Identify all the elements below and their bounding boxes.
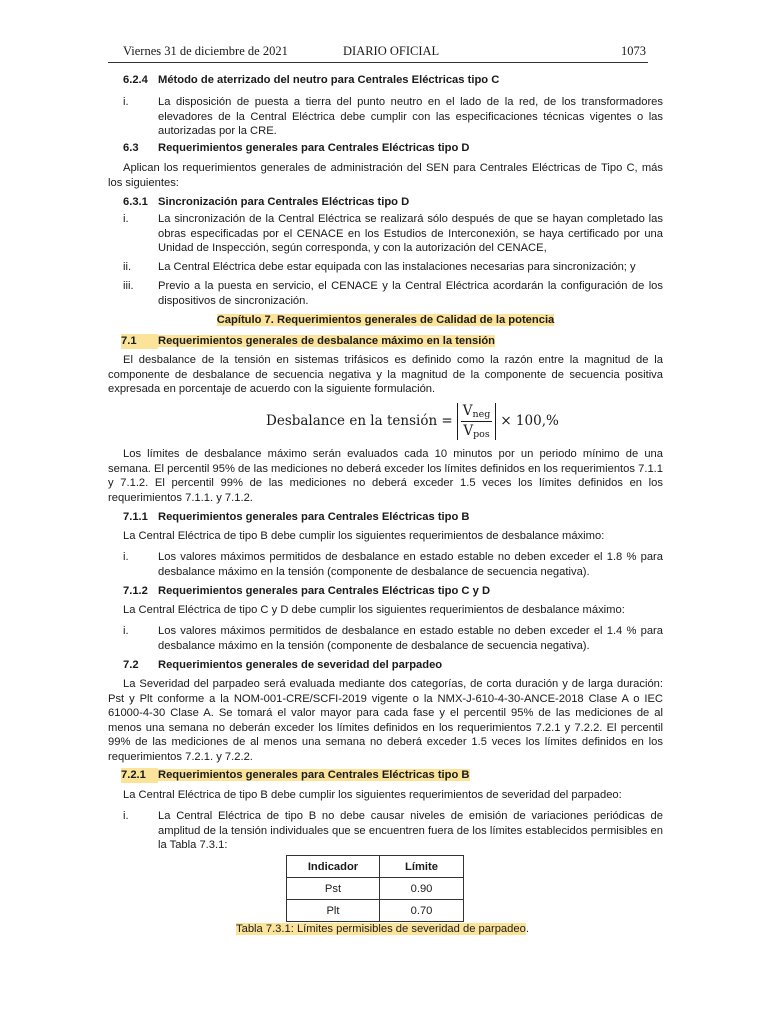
- table-header-row: [287, 856, 464, 878]
- item-text: Los valores máximos permitidos de desbalance en estado estable no deben exceder el 1.8 % para desbalance máximo en la tensión (componente de desbalance de secuencia negativa).: [158, 551, 663, 578]
- section-number: 6.3.1: [123, 196, 148, 208]
- item-label: ii.: [123, 261, 132, 273]
- section-heading: Requerimientos generales para Centrales Eléctricas tipo C y D: [158, 585, 491, 597]
- table-cell: 0.90: [380, 878, 464, 900]
- section-heading: Requerimientos generales de severidad del parpadeo: [158, 659, 443, 671]
- formula-den-sub: pos: [473, 428, 490, 440]
- item-label: i.: [123, 96, 129, 108]
- section-number: 7.1.2: [123, 585, 148, 597]
- paragraph: Aplican los requerimientos generales de administración del SEN para Centrales Eléctricas de Tipo C, más los siguientes:: [108, 162, 663, 189]
- paragraph: Los límites de desbalance máximo serán evaluados cada 10 minutos por un periodo mínimo de una semana. El percentil 95% de las mediciones no deberá exceder los límites definidos en los requerimientos 7.1.1 y 7.1.2. El percentil 99% de las mediciones no deberá exceder 1.5 veces los límites definidos en los requerimientos 7.1.1. y 7.1.2.: [108, 448, 663, 504]
- item-text: La disposición de puesta a tierra del punto neutro en el lado de la red, de los transformadores elevadores de la Central Eléctrica debe cumplir con las especificaciones técnicas vigentes o las autorizadas por la CRE.: [158, 96, 663, 138]
- unbalance-formula: [266, 398, 559, 444]
- formula-lhs: Desbalance en la tensión =: [266, 413, 453, 429]
- page-header: [123, 44, 646, 60]
- section-heading: Requerimientos generales para Centrales Eléctricas tipo B: [158, 769, 470, 781]
- table-cell: 0.70: [380, 900, 464, 922]
- header-publication: DIARIO OFICIAL: [343, 44, 440, 58]
- table-row: [287, 878, 464, 900]
- chapter-heading-wrap: [108, 313, 663, 328]
- section-number: 7.2.1: [121, 768, 158, 783]
- section-heading: Requerimientos generales para Centrales Eléctricas tipo B: [158, 511, 470, 523]
- formula-numerator: [461, 403, 493, 422]
- item-label: i.: [123, 213, 129, 225]
- item-label: i.: [123, 625, 129, 637]
- paragraph: La Central Eléctrica de tipo B debe cumplir los siguientes requerimientos de desbalance máximo:: [123, 530, 605, 542]
- table-cell: Plt: [287, 900, 380, 922]
- section-number: 6.3: [123, 142, 139, 154]
- section-heading-row: [121, 768, 501, 783]
- table-header: Indicador: [287, 856, 380, 878]
- formula-num-var: V: [462, 402, 473, 419]
- section-number: 7.1: [121, 334, 158, 349]
- item-text: Los valores máximos permitidos de desbalance en estado estable no deben exceder el 1.4 % para desbalance máximo en la tensión (componente de desbalance de secuencia negativa).: [158, 625, 663, 652]
- formula-denominator: [461, 422, 491, 440]
- section-number: 7.1.1: [123, 511, 148, 523]
- section-heading-row: [121, 334, 501, 349]
- header-date: Viernes 31 de diciembre de 2021: [123, 44, 288, 58]
- table-caption-wrap: [236, 923, 529, 935]
- section-number: 6.2.4: [123, 74, 148, 86]
- item-label: iii.: [123, 280, 134, 292]
- flicker-limits-table: [286, 855, 464, 922]
- item-text: Previo a la puesta en servicio, el CENACE y la Central Eléctrica acordarán la configuración de los dispositivos de sincronización.: [158, 280, 663, 307]
- paragraph: La Central Eléctrica de tipo B debe cumplir los siguientes requerimientos de severidad del parpadeo:: [123, 789, 622, 801]
- table-caption: Tabla 7.3.1: Límites permisibles de severidad de parpadeo: [236, 923, 526, 935]
- section-heading: Requerimientos generales de desbalance máximo en la tensión: [158, 335, 495, 347]
- section-heading: Requerimientos generales para Centrales Eléctricas tipo D: [158, 142, 470, 154]
- section-heading: Método de aterrizado del neutro para Centrales Eléctricas tipo C: [158, 74, 500, 86]
- item-label: i.: [123, 810, 129, 822]
- item-text: La Central Eléctrica de tipo B no debe causar niveles de emisión de variaciones periódicas de amplitud de la tensión individuales que se encuentren fuera de los límites establecidos permisibles en la Tabla 7.3.1:: [158, 810, 663, 852]
- paragraph: El desbalance de la tensión en sistemas trifásicos es definido como la razón entre la magnitud de la componente de desbalance de secuencia negativa y la magnitud de la componente de secuencia positiva expresada en porcentaje de acuerdo con la siguiente formulación.: [108, 354, 663, 396]
- table-cell: Pst: [287, 878, 380, 900]
- chapter-heading: Capítulo 7. Requerimientos generales de Calidad de la potencia: [216, 314, 555, 326]
- section-number: 7.2: [123, 659, 139, 671]
- formula-fraction: [457, 403, 497, 440]
- table-header: Límite: [380, 856, 464, 878]
- header-rule: [108, 62, 648, 63]
- section-heading: Sincronización para Centrales Eléctricas tipo D: [158, 196, 410, 208]
- paragraph: La Severidad del parpadeo será evaluada mediante dos categorías, de corta duración y de larga duración: Pst y Plt conforme a la NOM-001-CRE/SCFI-2019 vigente o la NMX-J-610-4-30-ANCE-2018 Clase A o IEC 61000-4-30 Clase A. Se tomará el valor mayor para cada fase y el percentil 95% de las mediciones de al menos una semana no deberán exceder los límites definidos en los requerimientos 7.2.1 y 7.2.2. El percentil 99% de las mediciones de al menos una semana no deberá exceder 1.5 veces los límites definidos en los requerimientos 7.2.1. y 7.2.2.: [108, 678, 663, 763]
- item-text: La Central Eléctrica debe estar equipada con las instalaciones necesarias para sincronización; y: [158, 261, 636, 273]
- item-label: i.: [123, 551, 129, 563]
- item-text: La sincronización de la Central Eléctrica se realizará sólo después de que se hayan completado las obras especificadas por el CENACE en los Estudios de Interconexión, se haya certificado por una Unidad de Inspección, según corresponda, y con la autorización del CENACE,: [158, 213, 663, 255]
- formula-num-sub: neg: [472, 408, 491, 420]
- header-page-number: 1073: [621, 44, 646, 58]
- paragraph: La Central Eléctrica de tipo C y D debe cumplir los siguientes requerimientos de desbalance máximo:: [123, 604, 625, 616]
- table-caption-end: .: [525, 923, 529, 935]
- table-row: [287, 900, 464, 922]
- formula-den-var: V: [463, 422, 474, 439]
- formula-rhs: × 100,%: [500, 413, 559, 429]
